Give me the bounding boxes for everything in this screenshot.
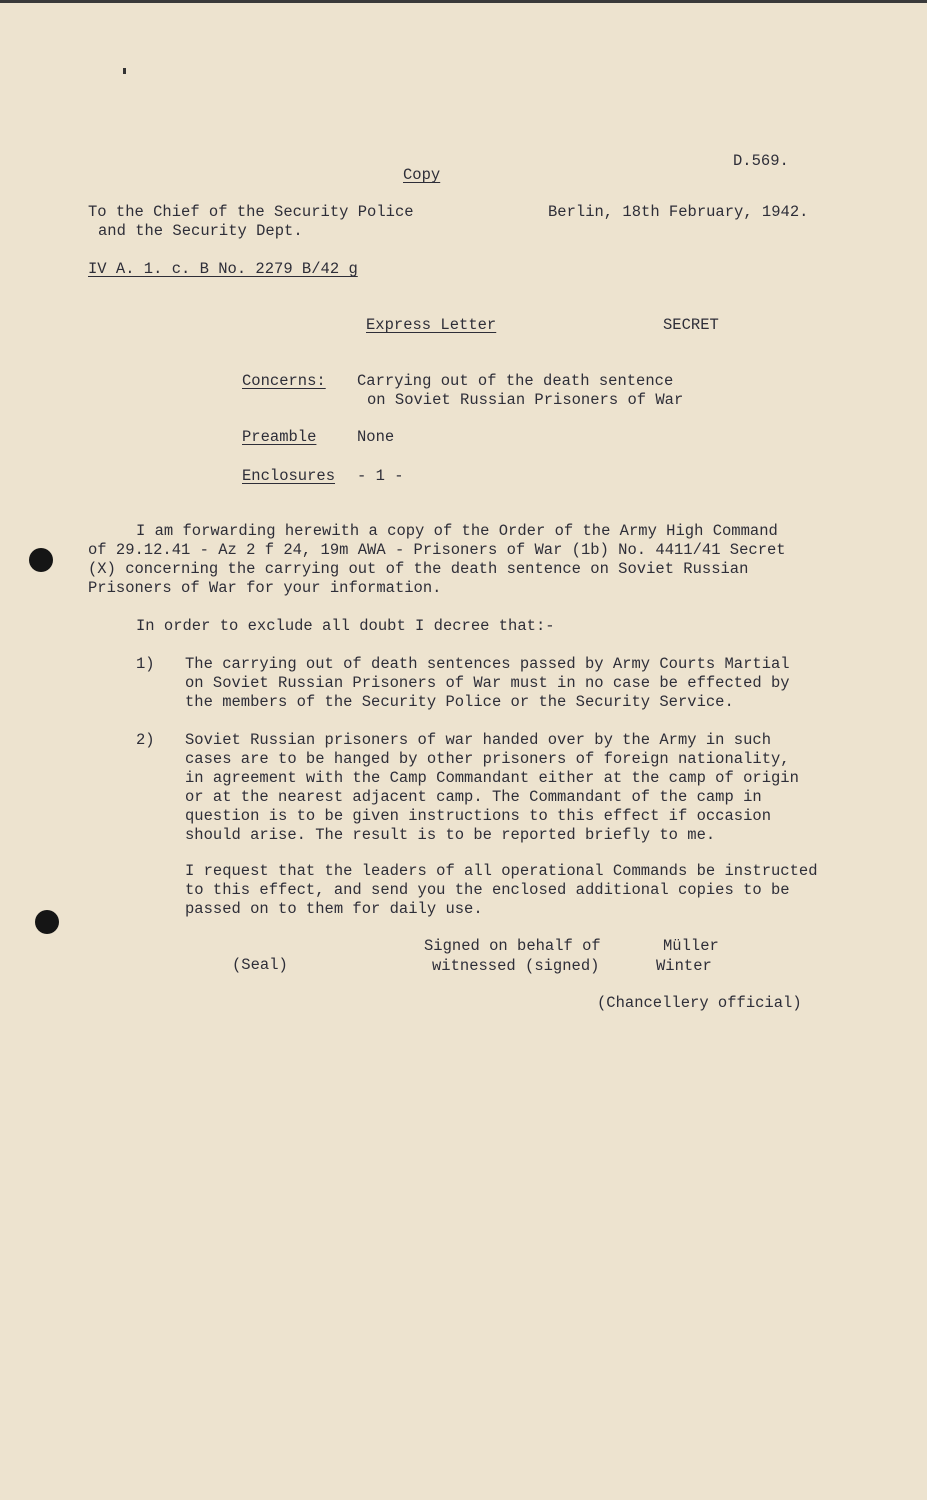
concerns-line: Carrying out of the death sentence	[357, 372, 674, 390]
chancellery-official: (Chancellery official)	[597, 994, 802, 1012]
point-line: or at the nearest adjacent camp. The Commandant of the camp in	[185, 788, 762, 806]
paragraph-line: to this effect, and send you the enclosed additional copies to be	[185, 881, 790, 899]
file-reference: IV A. 1. c. B No. 2279 B/42 g	[88, 260, 358, 278]
punch-hole	[29, 548, 53, 572]
point-line: in agreement with the Camp Commandant either at the camp of origin	[185, 769, 799, 787]
paragraph-line: of 29.12.41 - Az 2 f 24, 19m AWA - Prisoners of War (1b) No. 4411/41 Secret	[88, 541, 786, 559]
paragraph-line: I am forwarding herewith a copy of the Order of the Army High Command	[136, 522, 778, 540]
decree-intro: In order to exclude all doubt I decree that:-	[136, 617, 555, 635]
point-line: should arise. The result is to be reported briefly to me.	[185, 826, 716, 844]
paragraph-line: I request that the leaders of all operational Commands be instructed	[185, 862, 818, 880]
page-top-edge	[0, 0, 927, 3]
intro-paragraph	[88, 522, 786, 598]
point-text	[185, 731, 799, 845]
recipient-block	[88, 203, 414, 241]
request-paragraph	[185, 862, 818, 919]
preamble-value: None	[357, 428, 395, 446]
seal-mark: (Seal)	[232, 956, 288, 974]
enclosures-value: - 1 -	[357, 467, 404, 485]
enclosures-label: Enclosures	[242, 467, 336, 485]
point-text	[185, 655, 790, 712]
signed-on-behalf: Signed on behalf of	[424, 937, 601, 955]
point-number: 1)	[136, 655, 155, 673]
point-number: 2)	[136, 731, 155, 749]
witness-name: Winter	[656, 957, 712, 975]
recipient-line: To the Chief of the Security Police	[88, 203, 414, 221]
point-line: The carrying out of death sentences passed by Army Courts Martial	[185, 655, 790, 673]
letter-type: Express Letter	[366, 316, 497, 334]
concerns-label: Concerns:	[242, 372, 326, 390]
classification: SECRET	[663, 316, 719, 334]
paragraph-line: passed on to them for daily use.	[185, 900, 483, 918]
point-line: on Soviet Russian Prisoners of War must in no case be effected by	[185, 674, 790, 692]
concerns-line: on Soviet Russian Prisoners of War	[367, 391, 684, 409]
concerns-text	[357, 372, 683, 410]
preamble-label: Preamble	[242, 428, 317, 446]
paragraph-line: Prisoners of War for your information.	[88, 579, 442, 597]
document-reference-number: D.569.	[733, 152, 789, 170]
punch-hole	[35, 910, 59, 934]
point-line: cases are to be hanged by other prisoners of foreign nationality,	[185, 750, 790, 768]
signer-name: Müller	[663, 937, 719, 955]
recipient-line: and the Security Dept.	[98, 222, 303, 240]
point-line: Soviet Russian prisoners of war handed over by the Army in such	[185, 731, 771, 749]
place-and-date: Berlin, 18th February, 1942.	[548, 203, 809, 221]
copy-label: Copy	[403, 166, 441, 184]
witnessed-label: witnessed (signed)	[432, 957, 600, 975]
point-line: the members of the Security Police or the Security Service.	[185, 693, 734, 711]
point-line: question is to be given instructions to this effect if occasion	[185, 807, 771, 825]
paragraph-line: (X) concerning the carrying out of the death sentence on Soviet Russian	[88, 560, 749, 578]
paper-speck	[123, 68, 126, 74]
